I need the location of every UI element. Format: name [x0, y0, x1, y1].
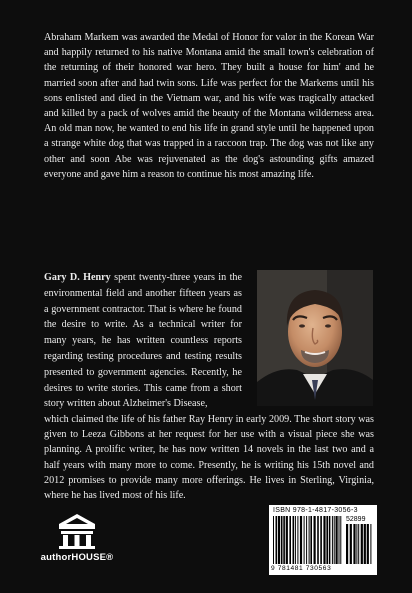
barcode-bar: [320, 516, 322, 564]
barcode-bar: [367, 524, 369, 564]
barcode-bar: [346, 524, 348, 564]
barcode-bar: [332, 516, 333, 564]
barcode-bar: [336, 516, 338, 564]
publisher-logo: [36, 512, 118, 572]
author-name: Gary D. Henry: [44, 272, 111, 283]
barcode-bar: [329, 516, 331, 564]
barcode-bar: [300, 516, 302, 564]
barcode-bar: [356, 524, 357, 564]
addon-barcode-bars: [346, 524, 373, 564]
barcode-bar: [358, 524, 359, 564]
barcode-bar: [339, 516, 340, 564]
barcode-bar: [276, 516, 278, 564]
barcode-bar: [310, 516, 312, 564]
barcode-bar: [306, 516, 307, 564]
barcode-bar: [350, 524, 352, 564]
barcode-bar: [309, 516, 310, 564]
barcode-bar: [353, 524, 355, 564]
author-bio-top: [44, 270, 242, 412]
barcode-bar: [283, 516, 285, 564]
barcode-bar: [281, 516, 283, 564]
author-bio-bottom: which claimed the life of his father Ray Henry in early 2009. The short story was given to Leeza Gibbons at her request for her use with a visual piece she was planning. A prolific writer, he has now written 14 novels in the last two and a half years with many more to come. Presently, he is writing his 15th novel and 2012 promises to provide many more offerings. He lives in Sterling, Virginia, where he has lived most of his life.: [44, 414, 374, 502]
barcode-bar: [295, 516, 296, 564]
barcode-bar: [286, 516, 288, 564]
barcode-bar: [273, 516, 274, 564]
barcode-bar: [317, 516, 319, 564]
barcode-bar: [334, 516, 335, 564]
barcode-bar: [289, 516, 291, 564]
barcode-bar: [361, 524, 363, 564]
isbn-barcode: [269, 505, 377, 575]
barcode-bar: [304, 516, 305, 564]
barcode-bar: [340, 516, 341, 564]
barcode-bar: [293, 516, 295, 564]
publisher-name: authorHOUSE®: [40, 552, 114, 563]
back-cover-blurb: Abraham Markem was awarded the Medal of Honor for valor in the Korean War and happily returned to his native Montana amid the small town's celebration of the returning of their honored war hero. They built a house for him' and he married soon after and had twin sons. Life was perfect for the Markems until his sons enlisted and died in the Vietnam war, and his wife was tragically attacked and killed by a pack of wolves amid the beauty of the Montana wilderness area. An old man now, he wanted to end his life in grand style until he happened upon a strange white dog that was trapped in a raccoon trap. The dog was not like any other and soon Abe was rejuvenated as the dog's astounding gifts amazed everyone and gave him a reason to continue his most amazing life.: [44, 32, 374, 180]
barcode-bar: [278, 516, 280, 564]
main-barcode-bars: [273, 516, 343, 564]
barcode-bar: [314, 516, 316, 564]
barcode-bar: [364, 524, 366, 564]
barcode-bar: [326, 516, 328, 564]
publisher-house-icon: [57, 512, 97, 550]
barcode-bar: [370, 524, 371, 564]
barcode-bar: [323, 516, 325, 564]
author-photo: [257, 270, 373, 406]
author-bio-top-text: spent twenty-three years in the environmental field and another fifteen years as a government contractor. That is where he found the desire to write. As a technical writer for many years, he has written countless reports regarding testing procedures and testing results presented to government agencies. Recently, he desires to write stories. This came from a short story written about Alzheimer's Disease,: [44, 272, 242, 410]
barcode-number: 9 781481 730563: [271, 565, 332, 572]
barcode-bar: [297, 516, 298, 564]
price-code: 52899: [346, 516, 366, 523]
isbn-label: ISBN 978-1-4817-3056-3: [273, 507, 358, 514]
